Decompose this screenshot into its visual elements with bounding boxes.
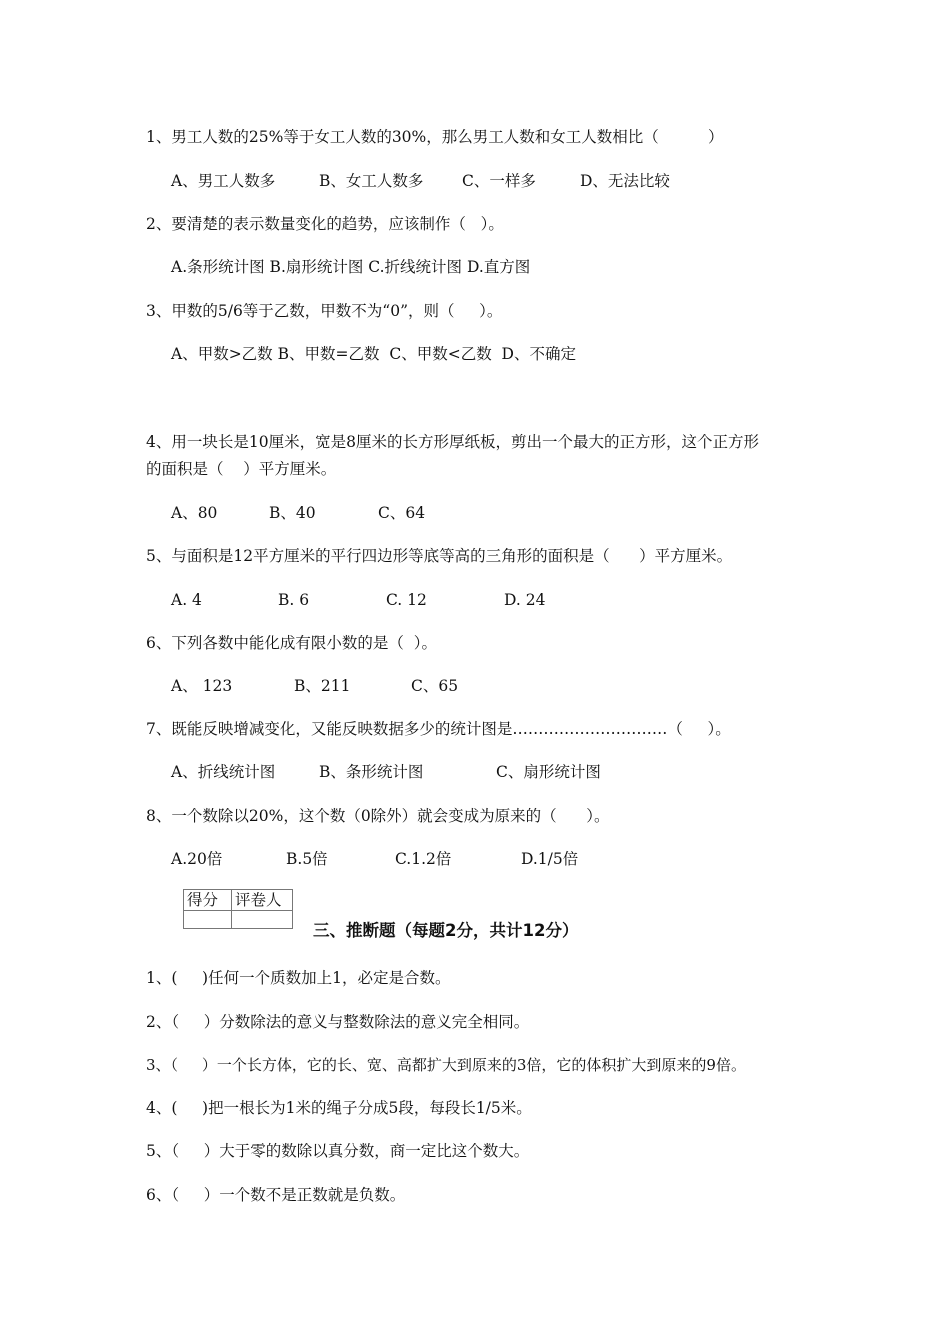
judgement-item-2: 2、（ ）分数除法的意义与整数除法的意义完全相同。 [146, 1013, 530, 1031]
question-2-stem: 2、要清楚的表示数量变化的趋势，应该制作（ ）。 [146, 215, 504, 233]
judgement-item-5: 5、（ ）大于零的数除以真分数，商一定比这个数大。 [146, 1142, 530, 1160]
question-6-stem: 6、下列各数中能化成有限小数的是（ ）。 [146, 634, 437, 652]
grader-label: 评卷人 [232, 890, 293, 911]
score-cell[interactable] [184, 911, 232, 929]
question-8-option-b: B.5倍 [286, 850, 328, 868]
question-3-options: A、甲数>乙数 B、甲数=乙数 C、甲数<乙数 D、不确定 [171, 345, 576, 363]
score-box [183, 889, 293, 929]
judgement-item-3: 3、（ ）一个长方体，它的长、宽、高都扩大到原来的3倍，它的体积扩大到原来的9倍。 [146, 1056, 746, 1074]
question-4-option-a: A、80 [171, 504, 218, 522]
question-7-option-a: A、折线统计图 [171, 763, 276, 781]
question-7-option-c: C、扇形统计图 [496, 763, 601, 781]
question-4-stem-line-1: 4、用一块长是10厘米，宽是8厘米的长方形厚纸板，剪出一个最大的正方形，这个正方形 [146, 433, 759, 451]
section-3-title: 三、推断题（每题2分，共计12分） [313, 921, 579, 940]
question-1-option-b: B、女工人数多 [319, 172, 424, 190]
question-7-stem: 7、既能反映增减变化，又能反映数据多少的统计图是…………………………（ ）。 [146, 720, 731, 738]
question-1-option-a: A、男工人数多 [171, 172, 276, 190]
question-8-option-a: A.20倍 [171, 850, 223, 868]
question-8-stem: 8、一个数除以20%，这个数（0除外）就会变成为原来的（ ）。 [146, 807, 610, 825]
question-5-option-d: D. 24 [504, 591, 546, 609]
question-1-option-c: C、一样多 [462, 172, 536, 190]
question-8-option-d: D.1/5倍 [521, 850, 579, 868]
question-1-option-d: D、无法比较 [580, 172, 670, 190]
question-5-option-b: B. 6 [278, 591, 310, 609]
question-5-stem: 5、与面积是12平方厘米的平行四边形等底等高的三角形的面积是（ ）平方厘米。 [146, 547, 733, 565]
question-4-option-b: B、40 [269, 504, 316, 522]
question-6-option-a: A、 123 [171, 677, 233, 695]
question-6-option-b: B、211 [294, 677, 351, 695]
judgement-item-4: 4、( )把一根长为1米的绳子分成5段，每段长1/5米。 [146, 1099, 532, 1117]
question-6-option-c: C、65 [411, 677, 459, 695]
judgement-item-1: 1、( )任何一个质数加上1，必定是合数。 [146, 969, 451, 987]
score-label: 得分 [184, 890, 232, 911]
question-7-option-b: B、条形统计图 [319, 763, 424, 781]
question-1-stem: 1、男工人数的25%等于女工人数的30%，那么男工人数和女工人数相比（ ） [146, 128, 724, 146]
grader-cell[interactable] [232, 911, 293, 929]
question-2-options: A.条形统计图 B.扇形统计图 C.折线统计图 D.直方图 [171, 258, 531, 276]
question-4-option-c: C、64 [378, 504, 426, 522]
judgement-item-6: 6、（ ）一个数不是正数就是负数。 [146, 1186, 406, 1204]
question-3-stem: 3、甲数的5/6等于乙数，甲数不为“0”，则（ ）。 [146, 302, 503, 320]
question-5-option-c: C. 12 [386, 591, 427, 609]
question-8-option-c: C.1.2倍 [395, 850, 452, 868]
question-5-option-a: A. 4 [171, 591, 202, 609]
question-4-stem-line-2: 的面积是（ ）平方厘米。 [146, 460, 337, 478]
